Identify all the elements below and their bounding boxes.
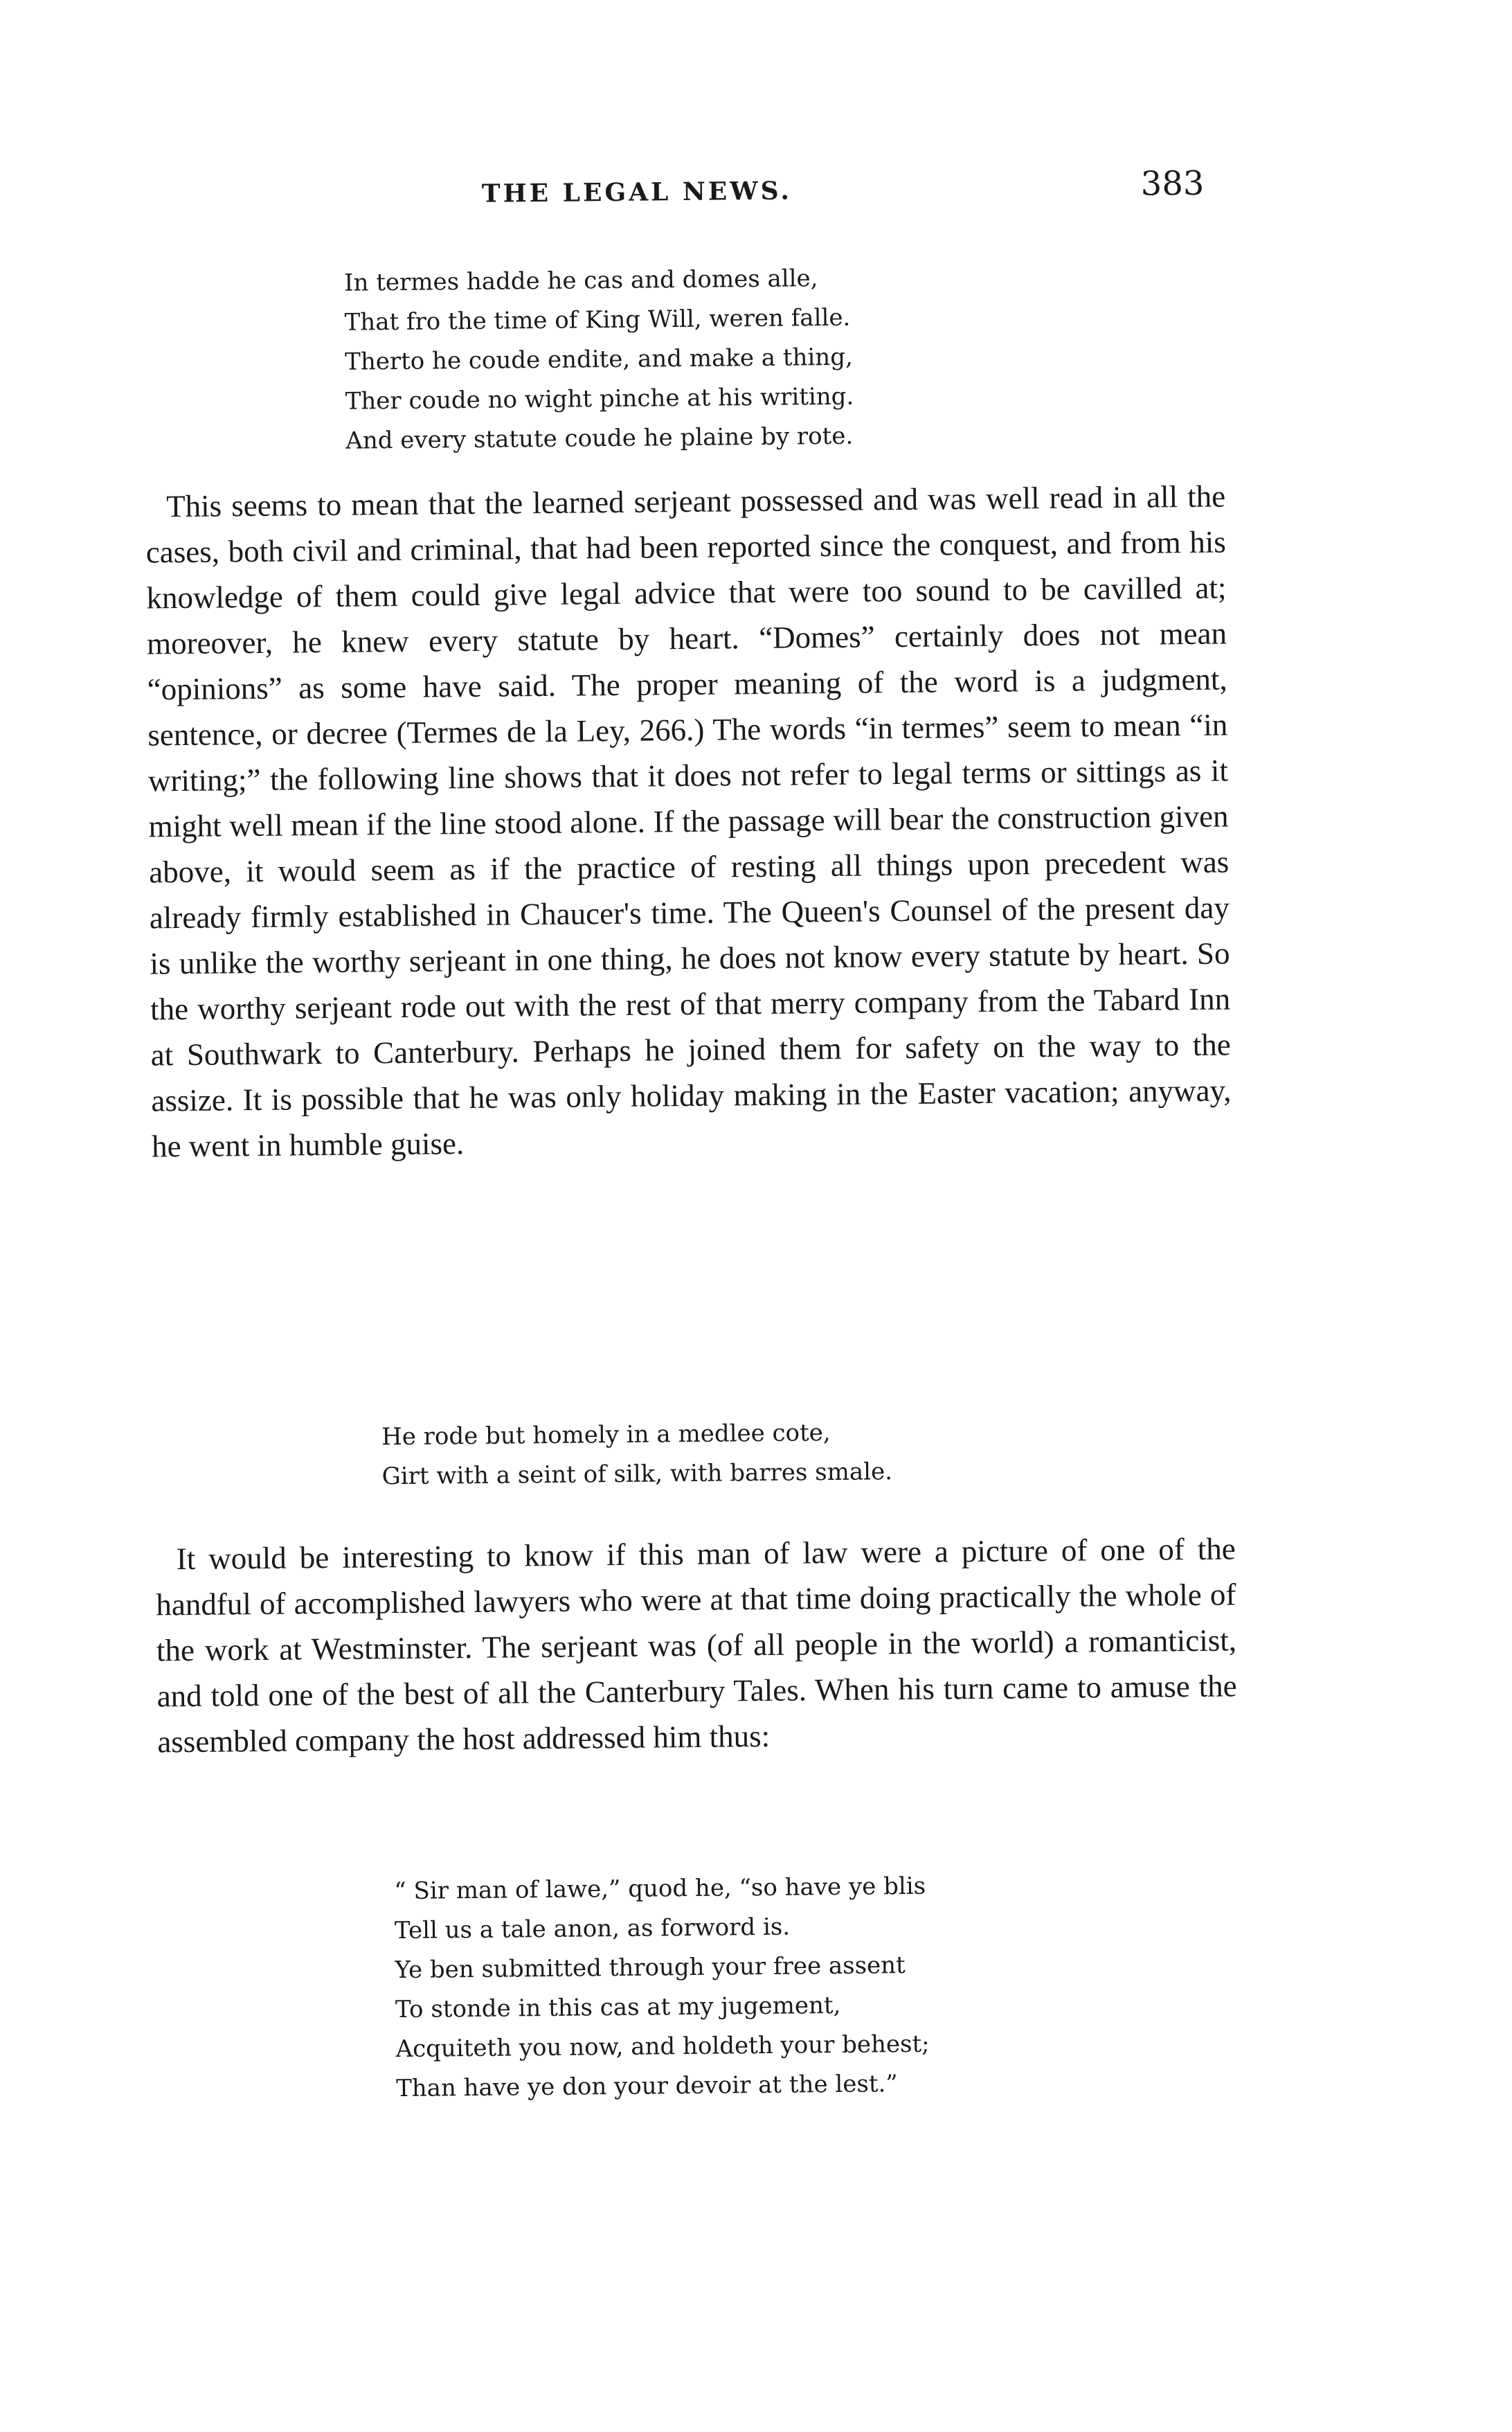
verse-quotation-3 xyxy=(394,1867,930,2109)
verse-line: Tell us a tale anon, as forword is. xyxy=(394,1913,791,1945)
verse-line: Girt with a seint of silk, with barres smale. xyxy=(381,1458,893,1491)
verse-line: Ye ben submitted through your free assent xyxy=(395,1951,906,1985)
body-paragraph-2: It would be interesting to know if this man of law were a picture of one of the handful of accomplished lawyers who were at that time doing practically the whole of the work at Westminster. The serjeant was (of all people in the world) a romanticist, and told one of the best of all the Canterbury Tales. When his turn came to amuse the assembled company the host addressed him thus: xyxy=(156,1531,1237,1760)
verse-quotation-1 xyxy=(344,259,854,461)
verse-line: Therto he coude endite, and make a thing, xyxy=(344,343,853,376)
verse-line: And every statute coude he plaine by rote. xyxy=(345,422,854,455)
body-paragraph-1: This seems to mean that the learned serjeant possessed and was well read in all the cases, both civil and criminal, that had been reported since the conquest, and from his knowledge of them could give legal advice that were too sound to be cavilled at; moreover, he knew every statute by heart. “Domes” certainly does not mean “opinions” as some have said. The proper meaning of the word is a judgment, sentence, or decree (Termes de la Ley, 266.) The words “in termes” seem to mean “in writing;” the following line shows that it does not refer to legal terms or sittings as it might well mean if the line stood alone. If the passage will bear the construction given above, it would seem as if the practice of resting all things upon precedent was already firmly established in Chaucer's time. The Queen's Counsel of the present day is unlike the worthy serjeant in one thing, he does not know every statute by heart. So the worthy serjeant rode out with the rest of that merry company from the Tabard Inn at Southwark to Canterbury. Perhaps he joined them for safety on the way to the assize. It is possible that he was only holiday making in the Easter vacation; anyway, he went in humble guise. xyxy=(145,479,1232,1164)
verse-line: Than have ye don your devoir at the lest.” xyxy=(395,2070,898,2103)
verse-quotation-2 xyxy=(381,1413,892,1496)
page-number: 383 xyxy=(1140,163,1205,204)
verse-line: Ther coude no wight pinche at his writing. xyxy=(345,382,854,415)
verse-line: In termes hadde he cas and domes alle, xyxy=(343,265,818,297)
verse-line: To stonde in this cas at my jugement, xyxy=(395,1991,841,2024)
verse-line: He rode but homely in a medlee cote, xyxy=(381,1419,831,1451)
verse-line: Acquiteth you now, and holdeth your behest; xyxy=(395,2030,930,2064)
verse-line: “ Sir man of lawe,” quod he, “so have ye blis xyxy=(394,1872,926,1906)
verse-line: That fro the time of King Will, weren falle. xyxy=(344,303,851,337)
running-head xyxy=(0,163,1502,226)
journal-title: THE LEGAL NEWS. xyxy=(481,176,793,208)
